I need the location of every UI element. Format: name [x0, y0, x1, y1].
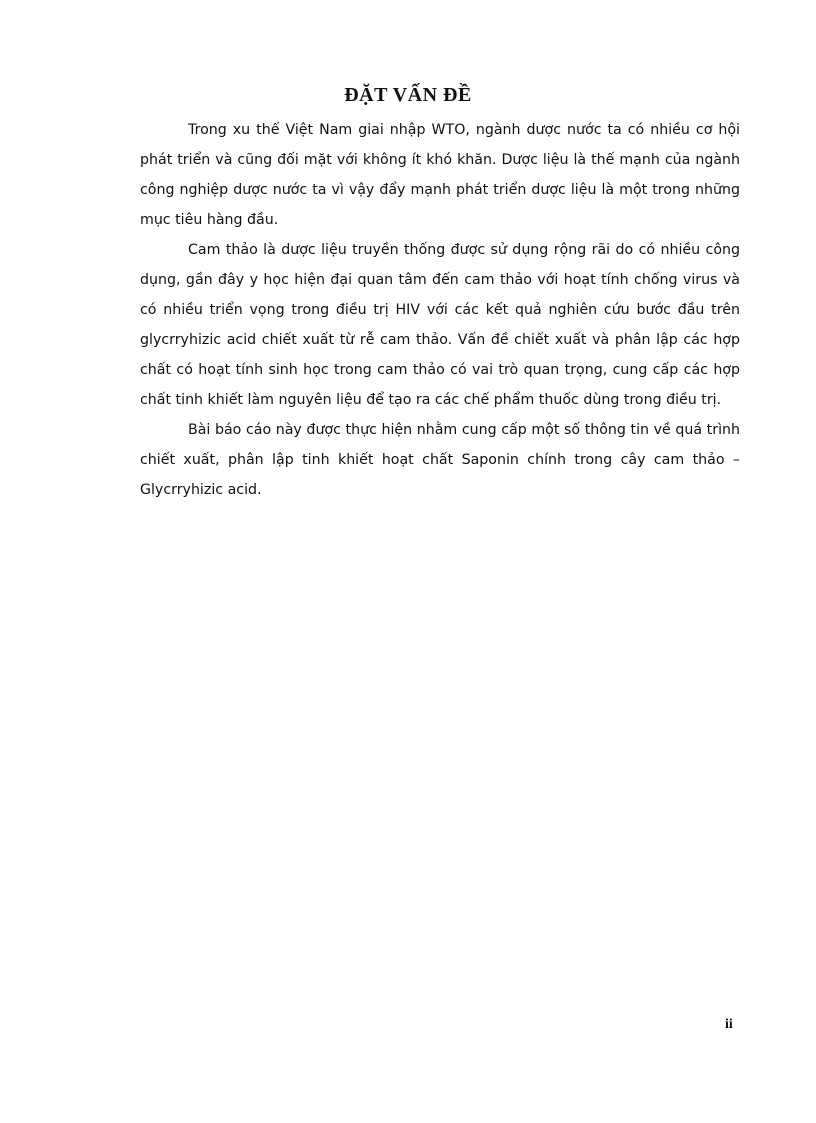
page-number: ii	[725, 1017, 733, 1032]
paragraph-1: Trong xu thế Việt Nam giai nhập WTO, ngành dược nước ta có nhiều cơ hội phát triển và cũng đối mặt với không ít khó khăn. Dược liệu là thế mạnh của ngành công nghiệp dược nước ta vì vậy đẩy mạnh phát triển dược liệu là một trong những mục tiêu hàng đầu.	[140, 122, 740, 228]
paragraph-3: Bài báo cáo này được thực hiện nhằm cung cấp một số thông tin về quá trình chiết xuất, phân lập tinh khiết hoạt chất Saponin chính trong cây cam thảo – Glycrryhizic acid.	[140, 422, 740, 498]
paragraph-2: Cam thảo là dược liệu truyền thống được sử dụng rộng rãi do có nhiều công dụng, gần đây y học hiện đại quan tâm đến cam thảo với hoạt tính chống virus và có nhiều triển vọng trong điều trị HIV với các kết quả nghiên cứu bước đầu trên glycrryhizic acid chiết xuất từ rễ cam thảo. Vấn đề chiết xuất và phân lập các hợp chất có hoạt tính sinh học trong cam thảo có vai trò quan trọng, cung cấp các hợp chất tinh khiết làm nguyên liệu để tạo ra các chế phẩm thuốc dùng trong điều trị.	[140, 242, 740, 408]
page-title: ĐẶT VẤN ĐỀ	[344, 84, 472, 106]
body-text	[140, 115, 740, 505]
